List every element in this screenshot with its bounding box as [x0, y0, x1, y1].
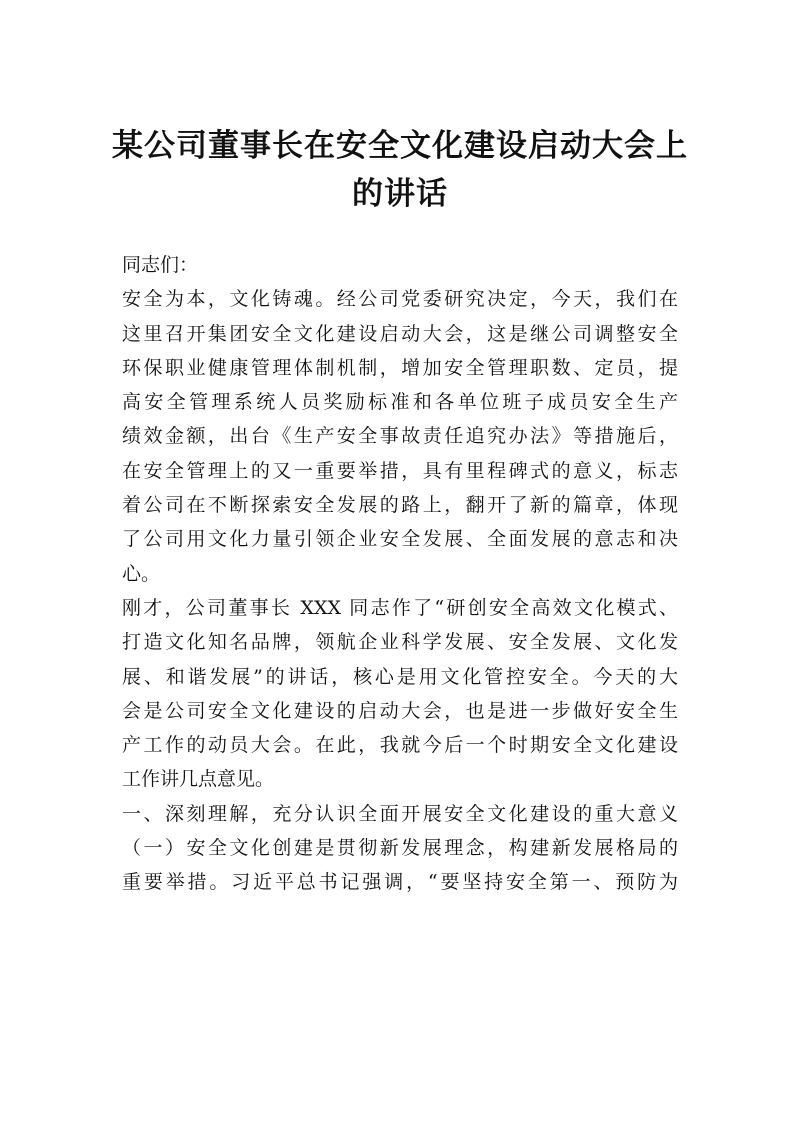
paragraph-line: 绩效金额，出台《生产安全事故责任追究办法》等措施后，: [122, 425, 678, 448]
paragraph-line: 心。: [122, 562, 161, 585]
paragraph-line: 安全为本，文化铸魂。经公司党委研究决定，今天，我们在: [122, 288, 678, 311]
salutation: 同志们：: [122, 254, 199, 276]
paragraph-line: 工作讲几点意见。: [122, 768, 275, 791]
paragraph-line: 高安全管理系统人员奖励标准和各单位班子成员安全生产: [122, 391, 678, 414]
paragraph-line: 着公司在不断探索安全发展的路上，翻开了新的篇章，体现: [122, 494, 678, 517]
paragraph-line: 产工作的动员大会。在此，我就今后一个时期安全文化建设: [122, 734, 678, 757]
paragraph-line: （一）安全文化创建是贯彻新发展理念，构建新发展格局的: [122, 837, 678, 860]
paragraph-line: 重要举措。习近平总书记强调，“要坚持安全第一、预防为: [122, 871, 678, 894]
paragraph-line: 会是公司安全文化建设的启动大会，也是进一步做好安全生: [122, 699, 678, 722]
paragraph-line: 打造文化知名品牌，领航企业科学发展、安全发展、文化发: [122, 631, 678, 654]
paragraph-line: 环保职业健康管理体制机制，增加安全管理职数、定员，提: [122, 356, 678, 379]
document-title-line-2: 的讲话: [352, 176, 448, 212]
document-title-line-1: 某公司董事长在安全文化建设启动大会上: [112, 128, 688, 164]
paragraph-line: 了公司用文化力量引领企业安全发展、全面发展的意志和决: [122, 528, 678, 551]
paragraph-line: 这里召开集团安全文化建设启动大会，这是继公司调整安全: [122, 322, 678, 345]
paragraph-line: 刚才，公司董事长 XXX 同志作了“研创安全高效文化模式、: [122, 596, 678, 619]
document-body: [122, 248, 678, 900]
paragraph-line: 在安全管理上的又一重要举措，具有里程碑式的意义，标志: [122, 459, 678, 482]
section-heading: 一、深刻理解，充分认识全面开展安全文化建设的重大意义: [122, 802, 678, 825]
paragraph-line: 展、和谐发展”的讲话，核心是用文化管控安全。今天的大: [122, 665, 678, 688]
